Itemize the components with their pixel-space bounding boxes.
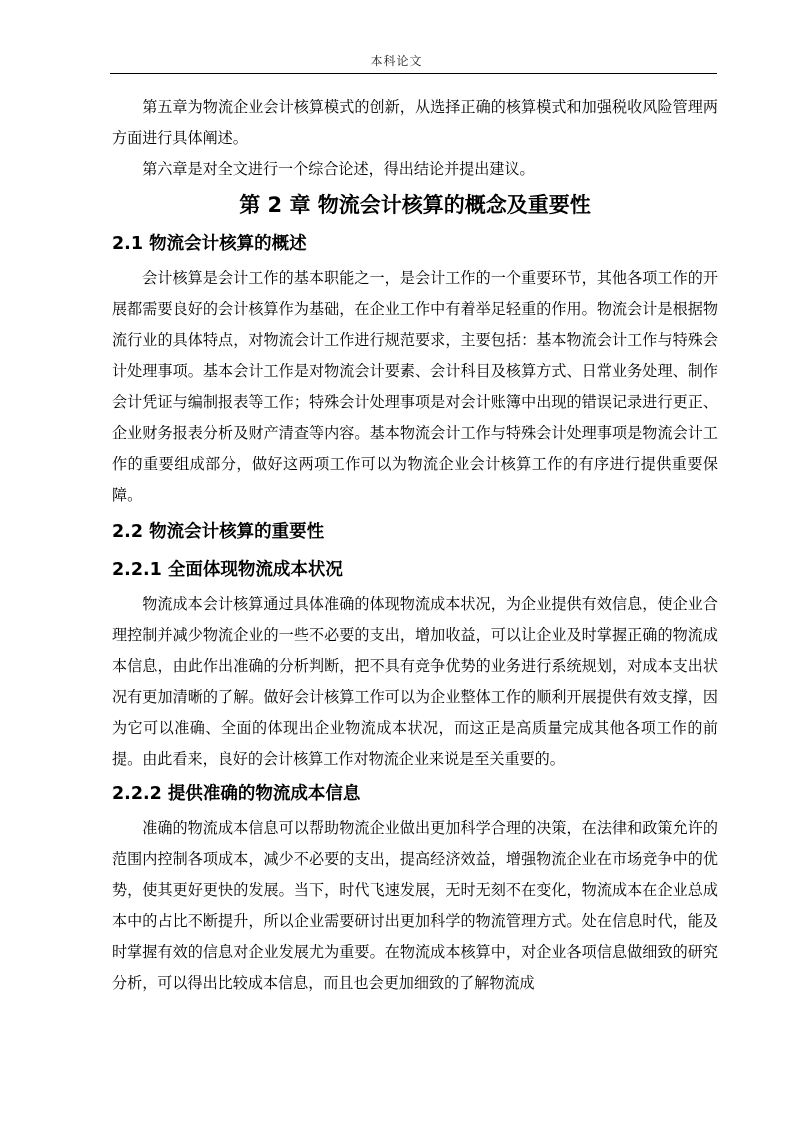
intro-paragraph-2: 第六章是对全文进行一个综合论述，得出结论并提出建议。 bbox=[142, 160, 535, 178]
page-body bbox=[112, 92, 718, 999]
section-2-1-paragraph: 会计核算是会计工作的基本职能之一，是会计工作的一个重要环节，其他各项工作的开展都需要良好的会计核算作为基础，在企业工作中有着举足轻重的作用。物流会计是根据物流行业的具体特点，对物流会计工作进行规范要求，主要包括：基本物流会计工作与特殊会计处理事项。基本会计工作是对物流会计要素、会计科目及核算方式、日常业务处理、制作会计凭证与编制报表等工作；特殊会计处理事项是对会计账簿中出现的错误记录进行更正、企业财务报表分析及财产清查等内容。基本物流会计工作与特殊会计处理事项是物流会计工作的重要组成部分，做好这两项工作可以为物流企业会计核算工作的有序进行提供重要保障。 bbox=[112, 269, 718, 504]
section-heading-2-2: 2.2 物流会计核算的重要性 bbox=[112, 522, 325, 542]
header-divider bbox=[110, 73, 717, 74]
page-header-title: 本科论文 bbox=[370, 54, 423, 68]
subsection-heading-2-2-1: 2.2.1 全面体现物流成本状况 bbox=[112, 560, 343, 580]
subsection-2-2-1-paragraph: 物流成本会计核算通过具体准确的体现物流成本状况，为企业提供有效信息，使企业合理控制并减少物流企业的一些不必要的支出，增加收益，可以让企业及时掌握正确的物流成本信息，由此作出准确的分析判断，把不具有竞争优势的业务进行系统规划，对成本支出状况有更加清晰的了解。做好会计核算工作可以为企业整体工作的顺利开展提供有效支撑，因为它可以准确、全面的体现出企业物流成本状况，而这正是高质量完成其他各项工作的前提。由此看来，良好的会计核算工作对物流企业来说是至关重要的。 bbox=[112, 595, 718, 768]
subsection-heading-2-2-2: 2.2.2 提供准确的物流成本信息 bbox=[112, 784, 361, 804]
subsection-2-2-2-paragraph: 准确的物流成本信息可以帮助物流企业做出更加科学合理的决策，在法律和政策允许的范围内控制各项成本，减少不必要的支出，提高经济效益，增强物流企业在市场竞争中的优势，使其更好更快的发展。当下，时代飞速发展，无时无刻不在变化，物流成本在企业总成本中的占比不断提升，所以企业需要研讨出更加科学的物流管理方式。处在信息时代，能及时掌握有效的信息对企业发展尤为重要。在物流成本核算中，对企业各项信息做细致的研究分析，可以得出比较成本信息，而且也会更加细致的了解物流成 bbox=[112, 819, 718, 992]
intro-paragraph-1: 第五章为物流企业会计核算模式的创新，从选择正确的核算模式和加强税收风险管理两方面进行具体阐述。 bbox=[112, 98, 718, 147]
section-heading-2-1: 2.1 物流会计核算的概述 bbox=[112, 234, 307, 254]
chapter-title: 第 2 章 物流会计核算的概念及重要性 bbox=[239, 193, 591, 217]
